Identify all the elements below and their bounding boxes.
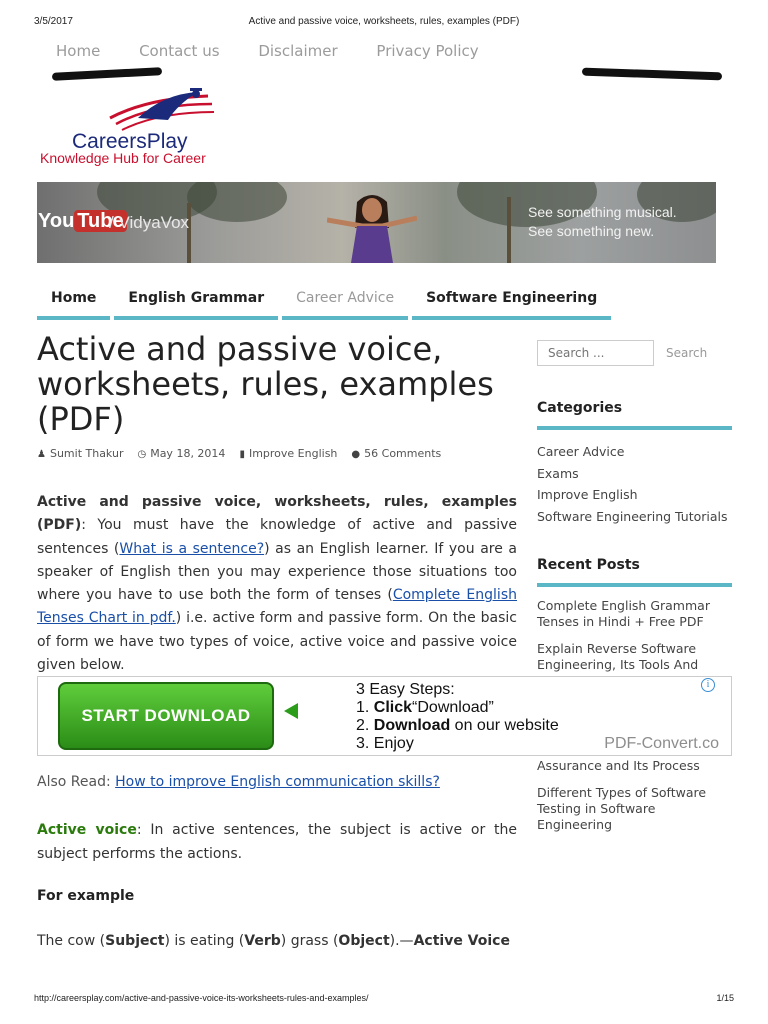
meta-comments[interactable]: ● 56 Comments bbox=[351, 447, 442, 460]
link-tenses-chart[interactable]: Complete English Tenses Chart in pdf. bbox=[37, 587, 517, 627]
print-footer bbox=[34, 993, 734, 1003]
category-item[interactable]: Software Engineering Tutorials bbox=[537, 509, 728, 525]
main-nav bbox=[37, 278, 615, 320]
start-download-button[interactable]: START DOWNLOAD bbox=[58, 682, 274, 750]
article-meta bbox=[37, 447, 517, 460]
recent-post-item[interactable]: Different Types of Software Testing in Software Engineering bbox=[537, 785, 707, 832]
search-input[interactable] bbox=[537, 340, 654, 366]
example-sentence: The cow (Subject) is eating (Verb) grass (Object).—Active Voice bbox=[37, 933, 510, 949]
comment-icon: ● bbox=[351, 449, 361, 460]
palm-fronds bbox=[187, 182, 287, 222]
brush-stroke-left bbox=[52, 67, 162, 81]
download-ad[interactable] bbox=[37, 676, 732, 756]
singer-figure bbox=[327, 188, 417, 263]
banner-tagline-2: See something new. bbox=[528, 223, 655, 239]
meta-date[interactable]: ◷ May 18, 2014 bbox=[137, 447, 226, 460]
link-communication-skills[interactable]: How to improve English communication skills? bbox=[115, 774, 440, 790]
arrow-left-icon bbox=[284, 703, 298, 719]
article-title: Active and passive voice, worksheets, rules, examples (PDF) bbox=[37, 330, 494, 438]
search-button[interactable]: Search bbox=[666, 346, 708, 360]
clock-icon: ◷ bbox=[137, 449, 147, 460]
ad-steps: 3 Easy Steps: 1. Click“Download” 2. Download on our website 3. Enjoy bbox=[356, 681, 559, 752]
nav-career-advice[interactable]: Career Advice bbox=[282, 278, 408, 320]
print-url: http://careersplay.com/active-and-passive-voice-its-worksheets-rules-and-examples/ bbox=[34, 993, 369, 1003]
logo-brand: CareersPlay bbox=[72, 130, 188, 153]
meta-author[interactable]: ♟ Sumit Thakur bbox=[37, 447, 124, 460]
for-example-heading: For example bbox=[37, 888, 135, 904]
search-form bbox=[537, 340, 732, 366]
top-nav-privacy[interactable]: Privacy Policy bbox=[376, 42, 479, 60]
user-icon: ♟ bbox=[37, 449, 46, 460]
logo-tagline: Knowledge Hub for Career bbox=[40, 150, 206, 166]
link-what-is-sentence[interactable]: What is a sentence? bbox=[119, 540, 265, 557]
top-nav-disclaimer[interactable]: Disclaimer bbox=[258, 42, 338, 60]
recent-post-item[interactable]: Assurance and Its Process bbox=[537, 758, 700, 773]
print-title: Active and passive voice, worksheets, rules, examples (PDF) bbox=[248, 16, 520, 27]
categories-list bbox=[537, 441, 728, 528]
also-read: Also Read: How to improve English communication skills? bbox=[37, 774, 440, 790]
active-voice-paragraph: Active voice: In active sentences, the subject is active or the subject performs the actions. bbox=[37, 822, 517, 862]
channel-name: / VidyaVox bbox=[109, 213, 190, 232]
category-item[interactable]: Career Advice bbox=[537, 444, 625, 459]
ad-brand: PDF-Convert.co bbox=[604, 735, 719, 752]
ad-info-icon[interactable]: i bbox=[701, 678, 715, 692]
intro-paragraph: Active and passive voice, worksheets, rules, examples (PDF): You must have the knowledge of active and passive sentences (What is a sentence?) as an English learner. If you are a speaker of English then you may experience those situations too where you have to use both the form of tenses (Complete English Tenses Chart in pdf.) i.e. active form and passive form. On the basic of form we have two types of voice, active voice and passive voice given below. bbox=[37, 494, 517, 674]
print-page-number: 1/15 bbox=[716, 993, 734, 1003]
palm-trunk bbox=[507, 197, 511, 263]
banner-tagline-1: See something musical. bbox=[528, 204, 677, 220]
categories-heading: Categories bbox=[537, 400, 732, 430]
file-icon: ▮ bbox=[239, 449, 245, 460]
meta-category[interactable]: ▮ Improve English bbox=[239, 447, 338, 460]
article-header bbox=[37, 332, 517, 460]
site-logo[interactable] bbox=[40, 88, 240, 168]
top-nav-home[interactable]: Home bbox=[56, 42, 101, 60]
category-item[interactable]: Exams bbox=[537, 465, 579, 481]
nav-english-grammar[interactable]: English Grammar bbox=[114, 278, 278, 320]
recent-post-item[interactable]: Complete English Grammar Tenses in Hindi + Free PDF bbox=[537, 598, 710, 629]
print-date: 3/5/2017 bbox=[34, 16, 73, 27]
top-nav bbox=[56, 42, 513, 60]
recent-posts-list bbox=[537, 598, 732, 684]
nav-home[interactable]: Home bbox=[37, 278, 110, 320]
nav-software-engineering[interactable]: Software Engineering bbox=[412, 278, 611, 320]
graduate-flying-icon bbox=[108, 88, 218, 134]
recent-post-item[interactable]: Explain Reverse Software Engineering, Its Tools And bbox=[537, 641, 699, 672]
category-item[interactable]: Improve English bbox=[537, 487, 638, 503]
banner-ad[interactable] bbox=[37, 182, 716, 263]
palm-trunk bbox=[187, 203, 191, 263]
recent-posts-list-continued bbox=[537, 758, 732, 844]
youtube-logo: You Tube bbox=[38, 210, 127, 233]
top-nav-contact[interactable]: Contact us bbox=[139, 42, 220, 60]
brush-stroke-right bbox=[582, 68, 722, 81]
recent-posts-heading: Recent Posts bbox=[537, 557, 732, 587]
